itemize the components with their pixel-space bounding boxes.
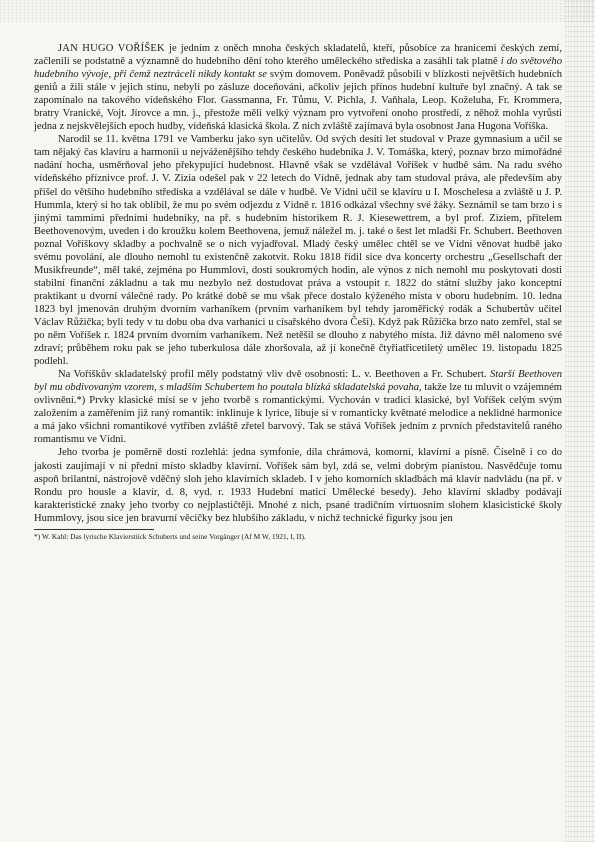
footnote: *) W. Kahl: Das lyrische Klavierstück Schuberts und seine Vorgänger (Af M W, 1921, I, II). bbox=[34, 531, 306, 541]
paragraph-1-text-b: svým domovem. Poněvadž působili v blízkosti největších hudebních geniů a žili stále v jejich stínu, nebyli po zásluze doceňováni, ačkoliv jejich přínos hudební kultuře byl značný. A tak se zapomínalo na takového vídeňského Flor. Gassmanna, Fr. Tůmu, V. Pichla, J. Vaňhala, Leop. Koželuha, Fr. Krommera, bratry Vranické, Vojt. Jírovce a mn. j., přestože měli velký význam pro vytvoření onoho prostředí, z něhož mohla vyrůsti jedna z nejskvělejších epoch hudby, vídeňská klasická škola. Z nich zvláště zajímavá byla osobnost Jana Hugona Voříška. bbox=[34, 69, 562, 133]
paragraph-3-italic: Starší Beethoven byl mu obdivovaným vzorem, s mladším Schubertem ho poutala blízká skladatelská povaha, bbox=[34, 369, 562, 394]
paragraph-3-text-b: takže lze tu mluvit o vzájemném ovlivnění.*) Prvky klasické mísí se v jeho tvorbě s romantickými. Vychován v tradici klasické, byl Voříšek celým svým založením a zaměřením již raný romantik: inklinuje k lyrice, libuje si v romanticky květnaté melodice a neklidné harmonice a má jako všichni romantikové vytříben zvláště zřetel barvový. Tak se stává Voříšek jedním z prvních představitelů raného romantismu ve Vídni. bbox=[34, 382, 562, 446]
paragraph-2: Narodil se 11. května 1791 ve Vamberku jako syn učitelův. Od svých desíti let studoval v Praze gymnasium a učil se tam nějaký čas klavíru a harmonii u nejváženějšího tehdy českého hudebníka J. V. Tomáška, který, poznav brzo mimořádné nadání hocha, usměrňoval jeho překypující hudebnost. Hlavně však se vzdělával Voříšek v hudbě sám. Na radu svého vídeňského příznivce prof. J. V. Zizia odešel pak v 22 letech do Vídně, jednak aby tam studoval práva, ale především aby přišel do většího hudebního střediska a vzdělával se dále v hudbě. Ve Vídni učil se klavíru u I. Moschelesa a zvláště u J. P. Hummla, který si ho tak oblíbil, že mu po svém odjezdu z Vídně r. 1816 odkázal všechny své žáky. Seznámil se tam brzo i s jinými tammími předními hudebníky, na př. s hudebním historikem R. J. Kiesewettrem, a byl prof. Ziziem, přítelem Beethovenovým, uveden i do kroužku kolem Beethovena, jemuž náležel m. j. také o šest let mladší Fr. Schubert. Beethoven poznal Voříškovy skladby a pochvalně se o nich vyjadřoval. Mladý český umělec chtěl se ve Vídni věnovat hudbě jako svému povolání, ale dlouho nemohl tu existenčně zakotvit. Roku 1818 řídil sice dva koncerty orchestru „Gesellschaft der Musikfreunde“, měl také, zejména po Hummlovi, dosti soukromých hodin, ale výnos z nich nemohl mu poskytovati dosti stabilní finanční základnu a tak mu nezbylo než dostudovat práva a vstoupit r. 1822 do státní služby jako konceptní praktikant u dvorní válečné rady. Po krátké době se mu však přece dostalo kýženého místa v oboru hudebním. 10. ledna 1823 byl jmenován druhým dvorním varhaníkem (prvním varhaníkem byl tehdy jaroměřický rodák a Schubertův učitel Václav Růžička; byli tedy v tu dobu oba dva varhaníci u císařského dvora Češi). Když pak Růžička brzo nato zemřel, stal se po něm Voříšek r. 1824 prvním dvorním varhaníkem. Než netěšil se dlouho z nabytého místa. Již dávno měl nalomeno své zdraví; průběhem roku pak se jeho tuberkulosa dále zhoršovala, až jí konečně čtyřiatřicetiletý umělec 19. listopadu 1825 podlehl. bbox=[34, 134, 562, 368]
paragraph-1-text-a: je jedním z oněch mnoha českých skladatelů, kteří, působíce za hranicemi českých zemí, začlenili se podstatně a významně do hudebního dění toho kterého uměleckého střediska a zasáhli tak platně bbox=[34, 43, 562, 68]
scan-noise-right bbox=[565, 0, 595, 842]
paragraph-1-italic: i do světového hudebního vývoje, při čemž neztráceli nikdy kontakt se bbox=[34, 56, 562, 81]
scan-noise-top bbox=[0, 0, 595, 22]
paragraph-4: Jeho tvorba je poměrně dosti rozlehlá: jedna symfonie, díla chrámová, komorní, klavírní a písně. Číselně i co do jakosti zaujímají v ní přední místo skladby klavírní. Voříšek sám byl, zdá se, velmi dobrým pianistou. Nasvědčuje tomu aspoň brilantní, nástrojově vděčný sloh jeho klavírních skladeb. I v jeho komorních skladbách má klavír nadvládu (na př. v Rondu pro housle a klavír, d. 8, vyd. r. 1933 Hudební maticí Umělecké besedy). Jeho klavírní skladby podávají karakteristické znaky jeho tvorby co nejplastičtěji. Mnohé z nich, psané tradičním virtuosním slohem klasicistické školy Hummlovy, jsou sice jen bravurní věcičky bez hlubšího základu, v nichž technické figurky jsou jen bbox=[34, 447, 562, 524]
paragraph-3-text-a: Na Voříškův skladatelský profil měly podstatný vliv dvě osobnosti: L. v. Beethoven a Fr. Schubert. bbox=[58, 369, 491, 381]
body-text bbox=[34, 42, 562, 541]
paragraph-3 bbox=[34, 368, 562, 446]
footnote-rule bbox=[34, 529, 154, 530]
paragraph-1 bbox=[34, 42, 562, 133]
subject-name: JAN HUGO VOŘÍŠEK bbox=[58, 43, 165, 54]
